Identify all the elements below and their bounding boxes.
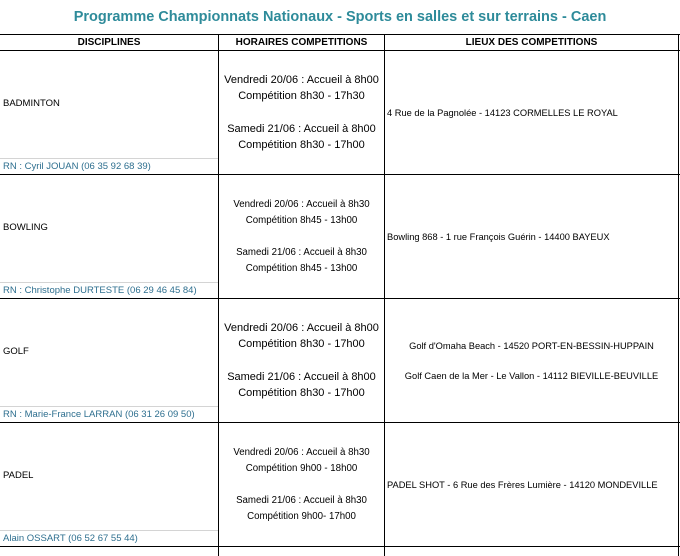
schedule-day1-competition: Compétition 9h00 - 18h00: [245, 462, 358, 474]
rn-contact: Alain OSSART (06 52 67 55 44): [3, 533, 138, 544]
schedule-cell: [219, 423, 384, 546]
discipline-name: GOLF: [3, 346, 29, 357]
rn-contact: RN : Marie-France LARRAN (06 31 26 09 50): [3, 409, 195, 420]
location-address: PADEL SHOT - 6 Rue des Frères Lumière - 14120 MONDEVILLE: [387, 479, 658, 490]
rn-contact: RN : Christophe DURTESTE (06 29 46 45 84): [3, 285, 197, 296]
schedule-day2: Samedi 21/06 : Accueil à 8h30: [236, 494, 367, 506]
page-title: Programme Championnats Nationaux - Sports en salles et sur terrains - Caen: [73, 9, 607, 25]
schedule-day1-competition: Compétition 8h30 - 17h00: [238, 338, 365, 350]
location-cell: [385, 299, 678, 422]
row-divider: [0, 546, 680, 547]
schedule-day2-competition: Compétition 8h30 - 17h00: [238, 387, 365, 399]
location-cell: [385, 175, 680, 298]
rn-separator: [0, 530, 218, 531]
discipline-name: BADMINTON: [3, 98, 60, 109]
location-address: Bowling 868 - 1 rue François Guérin - 14400 BAYEUX: [387, 231, 610, 242]
discipline-name: PADEL: [3, 470, 34, 481]
schedule-cell: [219, 299, 384, 422]
schedule-day2-competition: Compétition 8h30 - 17h00: [238, 139, 365, 151]
rn-separator: [0, 158, 218, 159]
location-address: Golf Caen de la Mer - Le Vallon - 14112 BIEVILLE-BEUVILLE: [404, 370, 659, 381]
schedule-day2: Samedi 21/06 : Accueil à 8h30: [236, 246, 367, 258]
rn-contact: RN : Cyril JOUAN (06 35 92 68 39): [3, 161, 151, 172]
schedule-cell: [219, 51, 384, 174]
discipline-name: BOWLING: [3, 222, 48, 233]
schedule-day1: Vendredi 20/06 : Accueil à 8h00: [224, 73, 379, 86]
header-disciplines: DISCIPLINES: [77, 36, 141, 48]
location-address: 4 Rue de la Pagnolée - 14123 CORMELLES LE ROYAL: [387, 107, 618, 118]
schedule-day1: Vendredi 20/06 : Accueil à 8h00: [224, 321, 379, 334]
rn-separator: [0, 282, 218, 283]
schedule-day1-competition: Compétition 8h30 - 17h30: [238, 90, 365, 102]
schedule-day2: Samedi 21/06 : Accueil à 8h00: [227, 370, 376, 383]
schedule-day2-competition: Compétition 9h00- 17h00: [247, 510, 356, 522]
schedule-day1-competition: Compétition 8h45 - 13h00: [245, 214, 358, 226]
header-horaires: HORAIRES COMPETITIONS: [235, 36, 368, 48]
rn-separator: [0, 406, 218, 407]
schedule-day1: Vendredi 20/06 : Accueil à 8h30: [233, 446, 370, 458]
location-cell: [385, 423, 680, 546]
schedule-day2-competition: Compétition 8h45 - 13h00: [245, 262, 358, 274]
schedule-day2: Samedi 21/06 : Accueil à 8h00: [227, 122, 376, 135]
schedule-cell: [219, 175, 384, 298]
schedule-day1: Vendredi 20/06 : Accueil à 8h30: [233, 198, 370, 210]
location-address: Golf d'Omaha Beach - 14520 PORT-EN-BESSIN-HUPPAIN: [409, 340, 654, 351]
location-cell: [385, 51, 680, 174]
header-lieux: LIEUX DES COMPETITIONS: [465, 36, 598, 48]
